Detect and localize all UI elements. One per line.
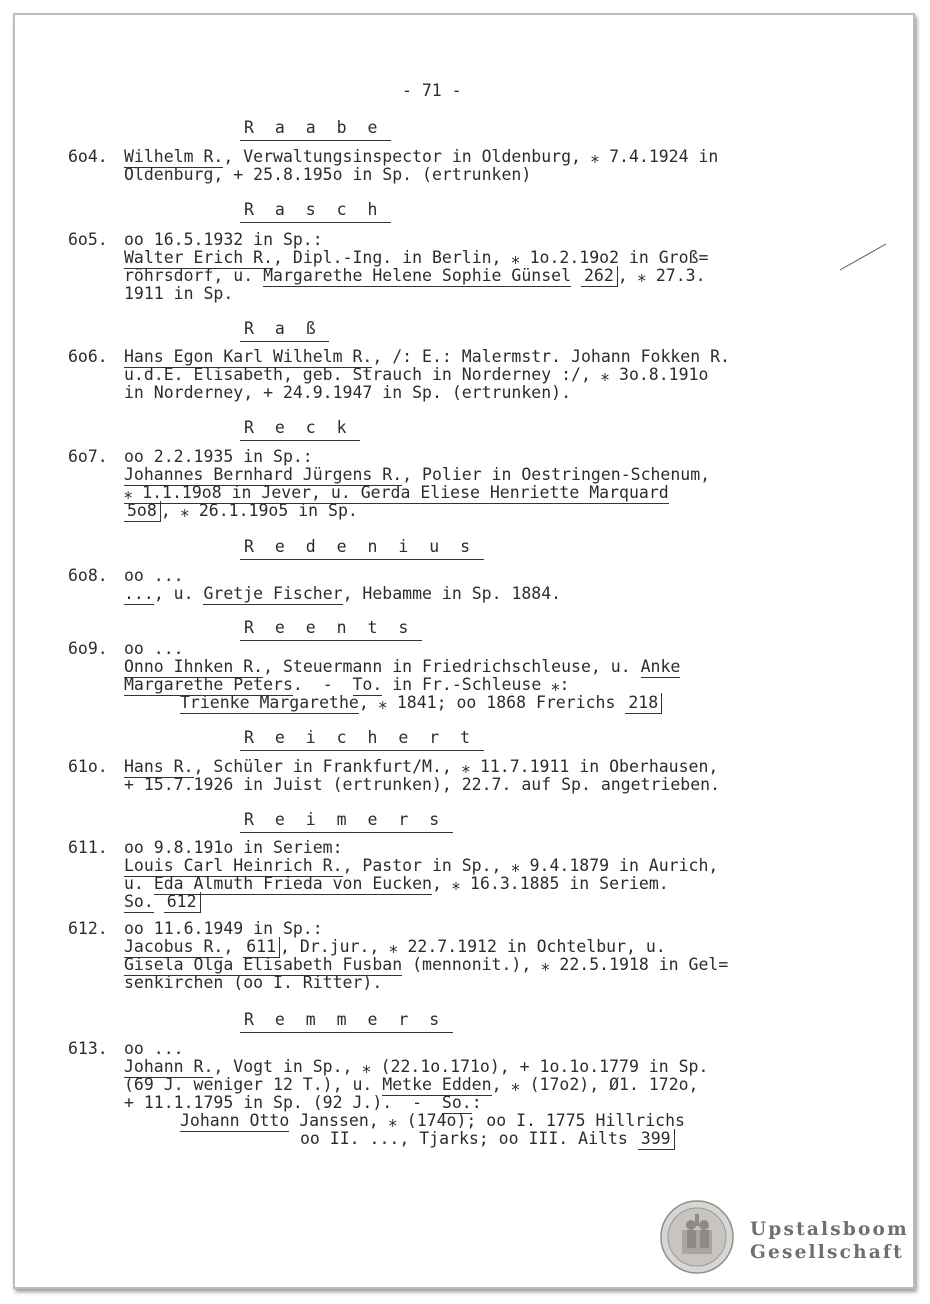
person-name: Gerda Eliese Henriette Marquard — [360, 483, 669, 502]
entry-607-line-1: oo 2.2.1935 in Sp.: — [124, 447, 313, 466]
entry-605-line-1: oo 16.5.1932 in Sp.: — [124, 230, 323, 249]
entry-608-line-1: oo ... — [124, 566, 184, 585]
entry-text: So. — [124, 892, 154, 911]
person-name: Hans Egon Karl Wilhelm R. — [124, 347, 373, 366]
cross-reference: 612 — [164, 892, 201, 913]
entry-610-line-1 — [124, 758, 718, 777]
entry-612-line-3 — [124, 956, 728, 975]
entry-number-606: 6o6. — [68, 347, 108, 366]
entry-607-line-2 — [124, 466, 710, 485]
person-name: Louis Carl Heinrich R. — [124, 856, 343, 875]
entry-611-line-4 — [124, 893, 201, 912]
entry-text: , Schüler in Frankfurt/M., ⁎ 11.7.1911 in Oberhausen, — [193, 757, 719, 776]
entry-number-608: 6o8. — [68, 566, 108, 585]
society-stamp-text — [750, 1218, 909, 1264]
person-name: Margarethe Peters — [124, 675, 293, 694]
entry-text: , Verwaltungsinspector in Oldenburg, ⁎ 7.4.1924 in — [223, 147, 719, 166]
entry-605-line-2 — [124, 249, 708, 268]
entry-text: , Vogt in Sp., ⁎ (22.1o.171o), + 1o.1o.1779 in Sp. — [213, 1057, 709, 1076]
entry-text: u. — [124, 874, 154, 893]
entry-text: , ⁎ 27.3. — [617, 266, 706, 285]
entry-text: , Steuermann in Friedrichschleuse, u. — [263, 657, 641, 676]
entry-text: , ⁎ 16.3.1885 in Seriem. — [431, 874, 669, 893]
cross-reference: 5o8 — [124, 501, 161, 522]
entry-text: ⁎ 1.1.19o8 in Jever, u. — [124, 483, 361, 502]
section-header-rass: R a ß — [244, 319, 322, 338]
cross-reference: 611 — [243, 937, 280, 958]
entry-text: , — [223, 937, 244, 956]
entry-text: : — [471, 1093, 482, 1112]
entry-text: (mennonit.), ⁎ 22.5.1918 in Gel= — [402, 955, 729, 974]
entry-number-612: 612. — [68, 919, 108, 938]
entry-607-line-4 — [124, 502, 358, 521]
entry-609-line-4 — [180, 694, 662, 713]
section-header-reents: R e e n t s — [244, 618, 414, 637]
stamp-line-1: Upstalsboom — [750, 1219, 909, 1240]
entry-text: , u. — [153, 584, 204, 603]
entry-609-line-1: oo ... — [124, 639, 184, 658]
entry-number-604: 6o4. — [68, 147, 108, 166]
cross-reference: 218 — [625, 693, 662, 714]
entry-612-line-2 — [124, 938, 666, 957]
entry-number-613: 613. — [68, 1039, 108, 1058]
society-seal-icon — [660, 1200, 734, 1274]
section-header-reichert: R e i c h e r t — [244, 728, 476, 747]
entry-text: , ⁎ 1841; oo 1868 Frerichs — [358, 693, 626, 712]
person-name: Johannes Bernhard Jürgens R. — [124, 465, 403, 484]
entry-text — [571, 266, 581, 285]
entry-605-line-4: 1911 in Sp. — [124, 284, 234, 303]
entry-text: , Dr.jur., ⁎ 22.7.1912 in Ochtelbur, u. — [280, 937, 666, 956]
cross-reference: 399 — [638, 1129, 675, 1150]
entry-number-611: 611. — [68, 838, 108, 857]
entry-613-line-5 — [180, 1112, 685, 1131]
entry-613-line-1: oo ... — [124, 1039, 184, 1058]
entry-text: So. — [441, 1093, 472, 1112]
entry-text: To. — [352, 675, 383, 694]
person-name: Jacobus R. — [124, 937, 224, 956]
entry-text: , ⁎ (17o2), Ø1. 172o, — [491, 1075, 699, 1094]
person-name: Gisela Olga Elisabeth Fusban — [124, 955, 403, 974]
person-name: Metke Edden — [382, 1075, 492, 1094]
entry-607-line-3 — [124, 484, 669, 503]
entry-606-line-2: u.d.E. Elisabeth, geb. Strauch in Norderney :/, ⁎ 3o.8.191o — [124, 365, 709, 384]
entry-number-609: 6o9. — [68, 639, 108, 658]
entry-606-line-1 — [124, 348, 730, 367]
section-header-raabe: R a a b e — [244, 118, 383, 137]
entry-611-line-2 — [124, 857, 718, 876]
person-name: Trienke Margarethe — [180, 693, 359, 712]
person-name: Margarethe Helene Sophie Günsel — [263, 266, 572, 285]
pen-stroke-mark — [838, 240, 888, 272]
entry-number-610: 61o. — [68, 757, 108, 776]
person-name: Hans R. — [124, 757, 194, 776]
person-name: Wilhelm R. — [124, 147, 224, 166]
person-name: Walter Erich R. — [124, 248, 274, 267]
cross-reference: 262 — [581, 266, 618, 287]
entry-613-line-4 — [124, 1094, 482, 1113]
person-name: ... — [124, 584, 154, 603]
entry-605-line-3 — [124, 267, 706, 286]
entry-text: + 11.1.1795 in Sp. (92 J.). - — [124, 1093, 442, 1112]
entry-611-line-1: oo 9.8.191o in Seriem: — [124, 838, 343, 857]
entry-606-line-3: in Norderney, + 24.9.1947 in Sp. (ertrunken). — [124, 383, 572, 402]
entry-610-line-2: + 15.7.1926 in Juist (ertrunken), 22.7. auf Sp. angetrieben. — [124, 775, 721, 794]
entry-text: , Polier in Oestringen-Schenum, — [402, 465, 711, 484]
person-name: Eda Almuth Frieda von Eucken — [153, 874, 432, 893]
section-header-reck: R e c k — [244, 418, 353, 437]
entry-text: röhrsdorf, u. — [124, 266, 264, 285]
section-header-redenius: R e d e n i u s — [244, 537, 476, 556]
entry-608-line-2 — [124, 585, 561, 604]
entry-609-line-3 — [124, 676, 569, 695]
entry-text: , /: E.: Malermstr. Johann Fokken R. — [372, 347, 730, 366]
person-name: Anke — [640, 657, 681, 676]
entry-text: , Dipl.-Ing. in Berlin, ⁎ 1o.2.19o2 in Groß= — [273, 248, 709, 267]
section-header-rasch: R a s c h — [244, 200, 383, 219]
entry-611-line-3 — [124, 875, 669, 894]
entry-604-line-1 — [124, 148, 718, 167]
person-name: Onno Ihnken R. — [124, 657, 264, 676]
person-name: Gretje Fischer — [203, 584, 343, 603]
entry-609-line-2 — [124, 658, 680, 677]
entry-613-line-6 — [300, 1130, 675, 1149]
entry-613-line-3 — [124, 1076, 699, 1095]
entry-text: . - — [292, 675, 353, 694]
entry-612-line-1: oo 11.6.1949 in Sp.: — [124, 919, 323, 938]
entry-number-605: 6o5. — [68, 230, 108, 249]
entry-text: in Fr.-Schleuse ⁎: — [382, 675, 570, 694]
entry-text: oo II. ..., Tjarks; oo III. Ailts — [300, 1129, 638, 1148]
entry-text: , Pastor in Sp., ⁎ 9.4.1879 in Aurich, — [342, 856, 719, 875]
entry-text: (69 J. weniger 12 T.), u. — [124, 1075, 383, 1094]
entry-number-607: 6o7. — [68, 447, 108, 466]
section-header-reimers: R e i m e r s — [244, 810, 445, 829]
page-number: - 71 - — [402, 81, 462, 100]
entry-612-line-4: senkirchen (oo I. Ritter). — [124, 973, 383, 992]
person-name: Johann Otto — [180, 1111, 290, 1130]
entry-text: , ⁎ 26.1.19o5 in Sp. — [160, 501, 358, 520]
stamp-line-2: Gesellschaft — [750, 1242, 904, 1263]
entry-text: , Hebamme in Sp. 1884. — [342, 584, 562, 603]
entry-text: Janssen, ⁎ (174o); oo I. 1775 Hillrichs — [289, 1111, 685, 1130]
entry-604-line-2: Oldenburg, + 25.8.195o in Sp. (ertrunken) — [124, 165, 532, 184]
entry-613-line-2 — [124, 1058, 708, 1077]
section-header-remmers: R e m m e r s — [244, 1010, 445, 1029]
person-name: Johann R. — [124, 1057, 214, 1076]
